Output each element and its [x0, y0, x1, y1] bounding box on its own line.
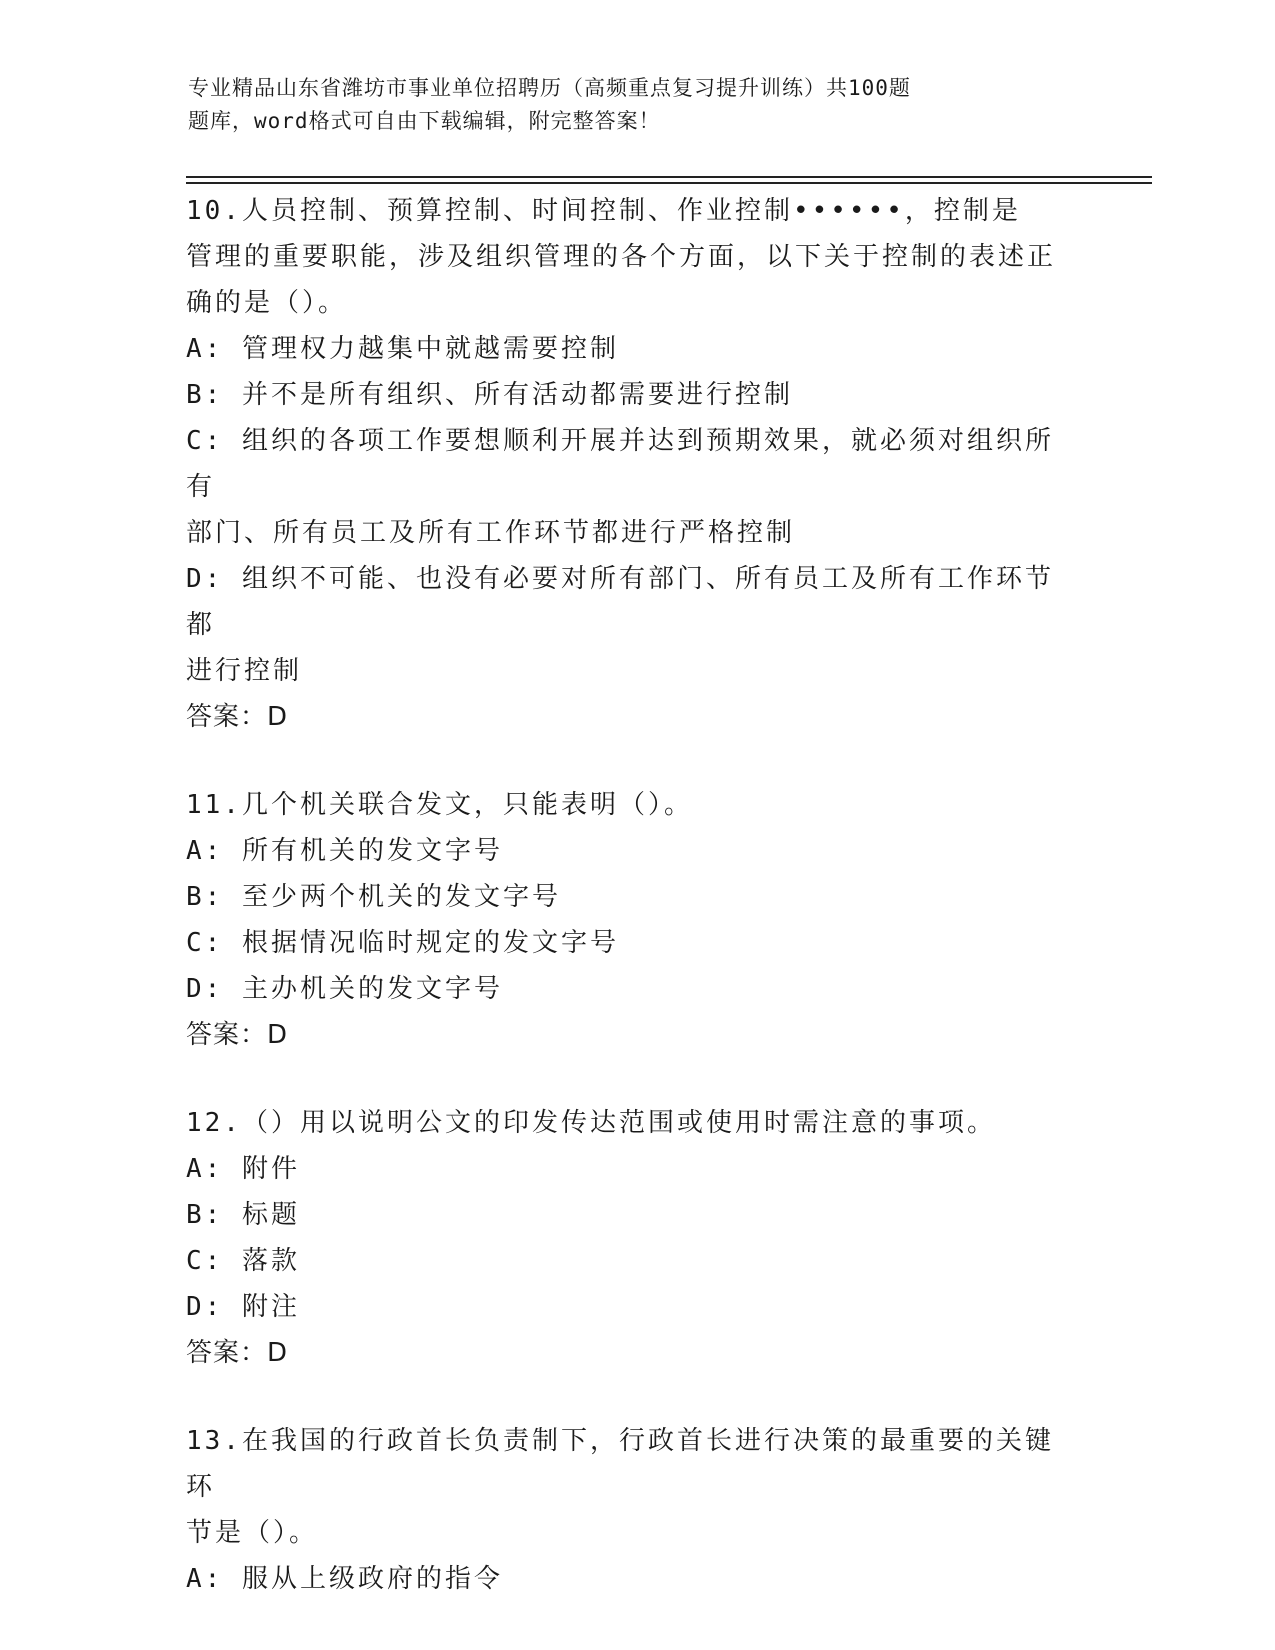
option-line: A: 附件 [186, 1154, 300, 1184]
option-line: D: 主办机关的发文字号 [186, 974, 503, 1004]
question-item [186, 1100, 1076, 1376]
question-item [186, 782, 1076, 1058]
option-line: A: 管理权力越集中就越需要控制 [186, 334, 619, 364]
header-divider-bottom [186, 182, 1152, 184]
question-stem-line: 11.几个机关联合发文，只能表明（）。 [186, 790, 693, 820]
document-header [188, 72, 1028, 138]
question-stem-line: 节是（）。 [186, 1518, 319, 1548]
option-line: 部门、所有员工及所有工作环节都进行严格控制 [186, 518, 796, 548]
option-line: A: 所有机关的发文字号 [186, 836, 503, 866]
question-stem-line: 10.人员控制、预算控制、时间控制、作业控制••••••，控制是 [186, 196, 1021, 226]
option-line: B: 至少两个机关的发文字号 [186, 882, 561, 912]
header-line-1: 专业精品山东省潍坊市事业单位招聘历（高频重点复习提升训练）共100题 [188, 76, 911, 100]
header-line-2: 题库，word格式可自由下载编辑，附完整答案！ [188, 109, 661, 133]
question-item [186, 188, 1076, 740]
answer-label: 答案：D [186, 1020, 289, 1050]
option-line: D: 附注 [186, 1292, 300, 1322]
option-line: C: 根据情况临时规定的发文字号 [186, 928, 619, 958]
answer-label: 答案：D [186, 702, 289, 732]
option-line: B: 标题 [186, 1200, 300, 1230]
question-stem-line: 确的是（）。 [186, 288, 348, 318]
header-divider-top [186, 176, 1152, 178]
answer-label: 答案：D [186, 1338, 289, 1368]
question-stem-line: 12.（）用以说明公文的印发传达范围或使用时需注意的事项。 [186, 1108, 996, 1138]
option-line: C: 组织的各项工作要想顺利开展并达到预期效果，就必须对组织所有 [186, 426, 1054, 502]
option-line: C: 落款 [186, 1246, 300, 1276]
question-item [186, 1418, 1076, 1602]
option-line: 进行控制 [186, 656, 303, 686]
question-stem-line: 管理的重要职能，涉及组织管理的各个方面，以下关于控制的表述正 [186, 242, 1057, 272]
question-stem-line: 13.在我国的行政首长负责制下，行政首长进行决策的最重要的关键环 [186, 1426, 1054, 1502]
option-line: D: 组织不可能、也没有必要对所有部门、所有员工及所有工作环节都 [186, 564, 1054, 640]
option-line: A: 服从上级政府的指令 [186, 1564, 503, 1594]
question-list [186, 188, 1076, 1644]
option-line: B: 并不是所有组织、所有活动都需要进行控制 [186, 380, 793, 410]
